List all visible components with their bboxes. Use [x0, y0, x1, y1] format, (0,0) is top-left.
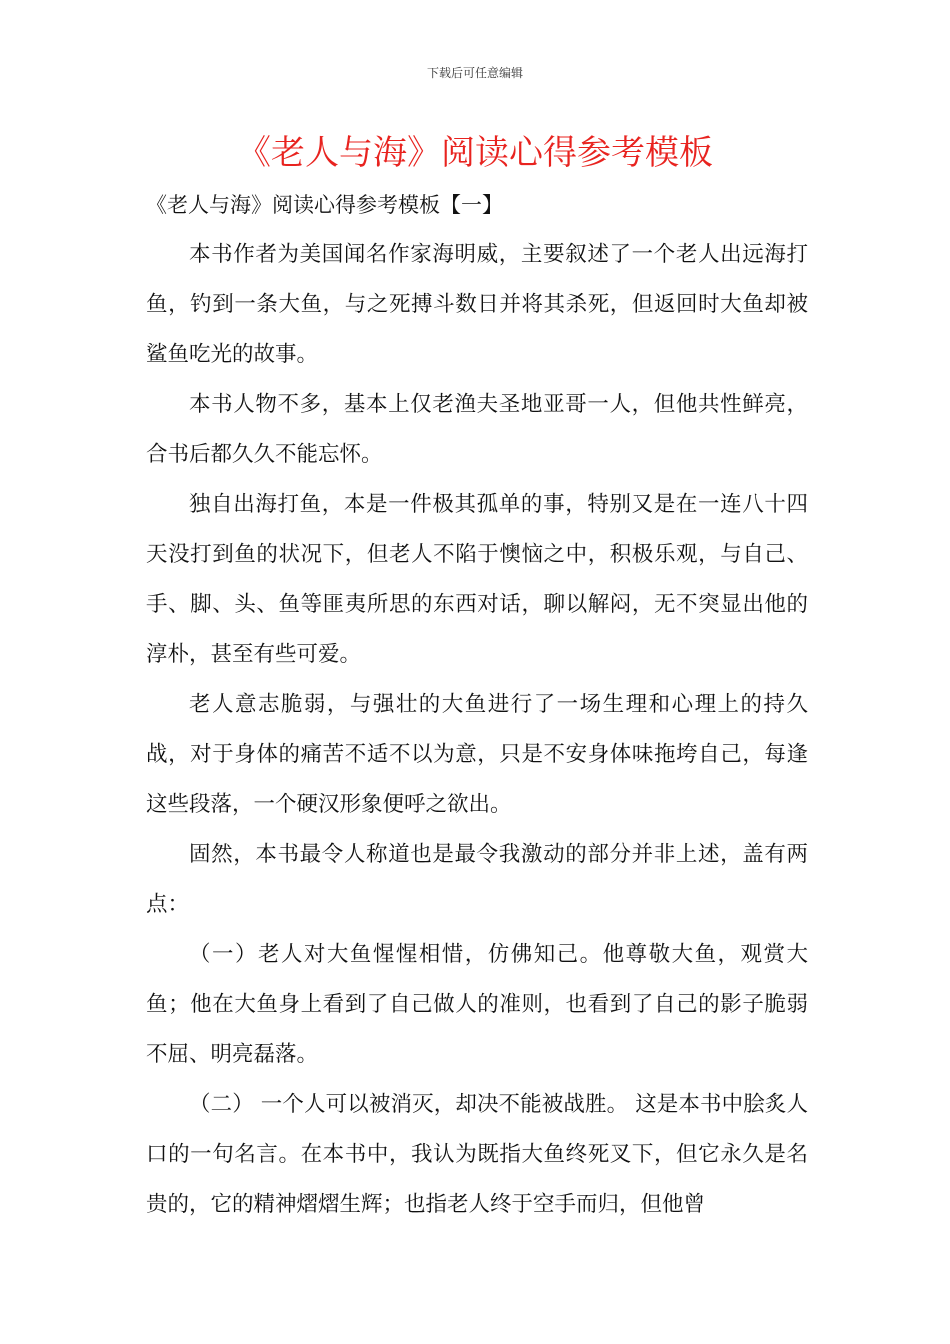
- paragraph-5: 固然，本书最令人称道也是最令我激动的部分并非上述，盖有两点：: [146, 842, 808, 917]
- paragraph-2: 本书人物不多，基本上仅老渔夫圣地亚哥一人，但他共性鲜亮，合书后都久久不能忘怀。: [146, 392, 808, 467]
- section-subtitle: 《老人与海》阅读心得参考模板【一】: [146, 193, 503, 217]
- header-note: 下载后可任意编辑: [426, 66, 523, 80]
- paragraph-4: 老人意志脆弱，与强壮的大鱼进行了一场生理和心理上的持久战，对于身体的痛苦不适不以为意，只是不安身体味拖垮自己，每逢这些段落，一个硬汉形象便呼之欲出。: [146, 692, 808, 817]
- paragraph-6: （一）老人对大鱼惺惺相惜，仿佛知己。他尊敬大鱼，观赏大鱼；他在大鱼身上看到了自己做人的准则，也看到了自己的影子脆弱不屈、明亮磊落。: [146, 942, 808, 1067]
- paragraph-7: （二） 一个人可以被消灭，却决不能被战胜。 这是本书中脍炙人口的一句名言。在本书中，我认为既指大鱼终死叉下，但它永久是名贵的，它的精神熠熠生辉；也指老人终于空手而归，但他曾: [146, 1092, 808, 1217]
- paragraph-3: 独自出海打鱼，本是一件极其孤单的事，特别又是在一连八十四天没打到鱼的状况下，但老人不陷于懊恼之中，积极乐观，与自己、手、脚、头、鱼等匪夷所思的东西对话，聊以解闷，无不突显出他的淳朴，甚至有些可爱。: [146, 492, 808, 667]
- document-title: 《老人与海》阅读心得参考模板: [237, 133, 713, 173]
- document-body: [146, 180, 808, 1230]
- paragraph-1: 本书作者为美国闻名作家海明威，主要叙述了一个老人出远海打鱼，钓到一条大鱼，与之死搏斗数日并将其杀死，但返回时大鱼却被鲨鱼吃光的故事。: [146, 242, 808, 367]
